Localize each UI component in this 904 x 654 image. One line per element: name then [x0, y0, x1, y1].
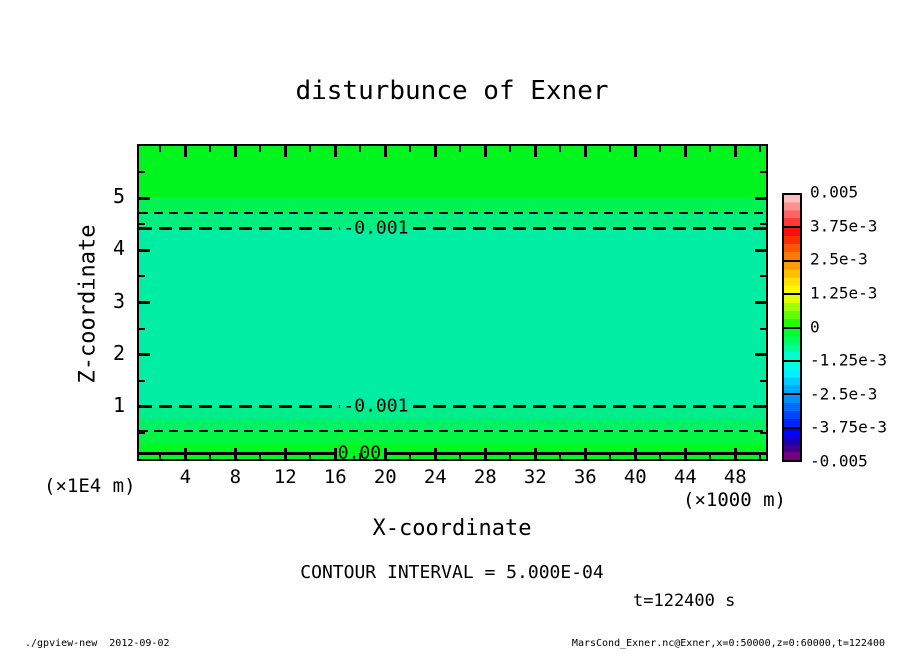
colorbar [782, 193, 802, 462]
z-tick-label: 3 [112, 288, 125, 313]
x-tick-label: 28 [473, 466, 497, 488]
colorbar-tick-label: 0 [810, 317, 820, 337]
x-axis-tick [534, 146, 537, 157]
colorbar-segment [782, 427, 802, 462]
contour-line [413, 227, 766, 230]
x-axis-label: X-coordinate [372, 516, 532, 541]
colorbar-tick-label: -2.5e-3 [810, 384, 878, 404]
z-axis-tick [760, 275, 766, 277]
x-tick-label: 40 [623, 466, 647, 488]
contour-label: 0.00 [337, 442, 382, 464]
x-axis-tick [284, 146, 287, 157]
colorbar-segment [782, 393, 802, 428]
z-axis-tick [139, 171, 145, 173]
x-tick-label: 4 [179, 466, 192, 488]
z-axis-units: (×1E4 m) [44, 475, 136, 497]
contour-label: -0.001 [343, 217, 409, 239]
colorbar-segment [782, 226, 802, 261]
z-axis-tick [139, 223, 145, 225]
contour-line [139, 405, 340, 408]
contour-interval-text: CONTOUR INTERVAL = 5.000E-04 [300, 562, 604, 583]
plot-area [137, 144, 768, 464]
footer-dataset: MarsCond_Exner.nc@Exner,x=0:50000,z=0:60000,t=122400 [571, 638, 885, 649]
x-axis-tick [584, 146, 587, 157]
x-axis-tick [509, 146, 511, 152]
x-axis-tick [234, 146, 237, 157]
x-tick-label: 8 [229, 466, 242, 488]
z-axis-tick [755, 197, 766, 200]
colorbar-tick-label: -3.75e-3 [810, 417, 888, 437]
x-tick-label: 24 [423, 466, 447, 488]
x-tick-label: 32 [523, 466, 547, 488]
contour-line [139, 212, 766, 214]
x-axis-tick [609, 146, 611, 152]
x-axis-tick [634, 146, 637, 157]
x-axis-tick [484, 146, 487, 157]
x-tick-label: 48 [723, 466, 747, 488]
z-axis-tick [139, 197, 150, 200]
x-axis-tick [434, 146, 437, 157]
z-axis-tick [139, 301, 150, 304]
x-axis-tick [159, 146, 161, 152]
colorbar-tick-label: 3.75e-3 [810, 216, 878, 236]
colorbar-tick-label: 1.25e-3 [810, 283, 878, 303]
x-tick-label: 44 [673, 466, 697, 488]
x-axis-tick [759, 146, 761, 152]
colorbar-segment [782, 260, 802, 295]
x-axis-tick [559, 146, 561, 152]
x-axis-tick [659, 146, 661, 152]
z-axis-tick [760, 380, 766, 382]
z-axis-tick [755, 249, 766, 252]
x-tick-label: 20 [373, 466, 397, 488]
z-axis-label: Z-coordinate [75, 224, 101, 384]
contour-line [139, 452, 335, 455]
x-axis-tick [184, 146, 187, 157]
contour-label: -0.001 [343, 395, 409, 417]
colorbar-tick-label: -1.25e-3 [810, 350, 888, 370]
x-axis-tick [684, 146, 687, 157]
colorbar-tick-label: 0.005 [810, 182, 859, 202]
z-tick-label: 1 [112, 392, 125, 417]
x-axis-tick [209, 146, 211, 152]
x-axis-units: (×1000 m) [683, 489, 786, 511]
z-axis-tick [755, 353, 766, 356]
z-axis-tick [760, 328, 766, 330]
z-axis-tick [139, 353, 150, 356]
x-axis-tick [459, 146, 461, 152]
colorbar-segment [782, 193, 802, 228]
x-tick-label: 12 [273, 466, 297, 488]
z-axis-tick [139, 275, 145, 277]
z-tick-label: 2 [112, 340, 125, 365]
x-axis-tick [309, 146, 311, 152]
time-annotation: t=122400 s [633, 591, 736, 611]
x-axis-tick [259, 146, 261, 152]
contour-line [385, 452, 766, 455]
z-axis-tick [139, 328, 145, 330]
z-axis-tick [760, 223, 766, 225]
x-axis-tick [709, 146, 711, 152]
contour-line [139, 430, 766, 432]
z-tick-label: 4 [112, 236, 125, 261]
x-axis-tick [409, 146, 411, 152]
z-axis-tick [755, 301, 766, 304]
z-axis-tick [139, 380, 145, 382]
colorbar-segment [782, 360, 802, 395]
z-axis-tick [760, 171, 766, 173]
z-tick-label: 5 [112, 184, 125, 209]
x-axis-tick [334, 146, 337, 157]
contour-line [139, 227, 340, 230]
x-tick-label: 36 [573, 466, 597, 488]
x-axis-tick [734, 146, 737, 157]
colorbar-segment [782, 293, 802, 328]
z-axis-tick [139, 249, 150, 252]
colorbar-tick-label: -0.005 [810, 451, 868, 471]
x-axis-tick [384, 146, 387, 157]
x-tick-label: 16 [323, 466, 347, 488]
colorbar-segment [782, 327, 802, 362]
colorbar-tick-label: 2.5e-3 [810, 249, 868, 269]
footer-command: ./gpview-new 2012-09-02 [25, 638, 170, 649]
x-axis-tick [359, 146, 361, 152]
plot-title: disturbunce of Exner [295, 76, 609, 106]
contour-line [413, 405, 766, 408]
